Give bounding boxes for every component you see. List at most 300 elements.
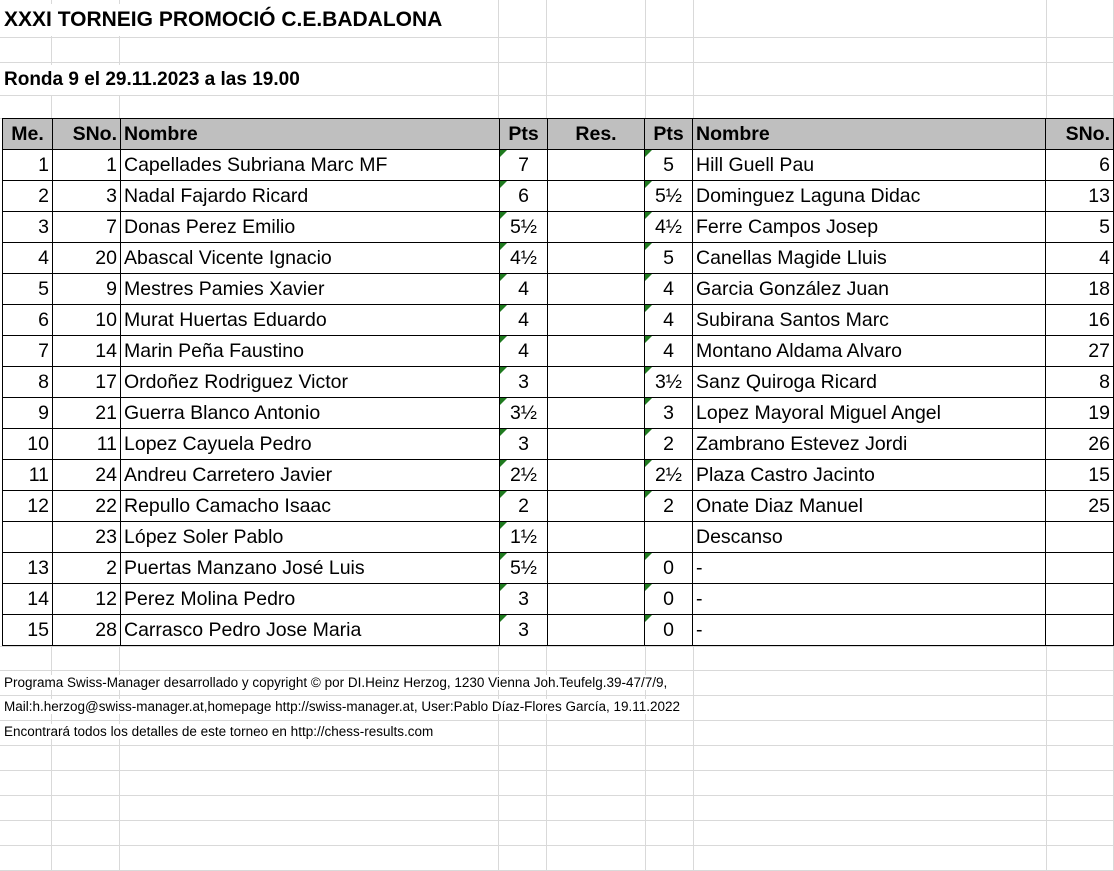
cell-text: 11 <box>96 433 117 455</box>
comment-indicator-icon <box>645 398 652 405</box>
cell-pts-black[interactable] <box>645 615 693 646</box>
cell-text: 12 <box>95 588 117 610</box>
header-name-black[interactable]: Nombre <box>693 119 1046 150</box>
cell-text: Dominguez Laguna Didac <box>696 185 921 207</box>
cell-name-black[interactable] <box>693 150 1046 181</box>
cell-name-black[interactable] <box>693 429 1046 460</box>
comment-indicator-icon <box>645 150 652 157</box>
cell-text: 7 <box>106 216 117 238</box>
cell-text: 1 <box>38 154 49 176</box>
cell-text: Onate Diaz Manuel <box>696 495 863 517</box>
cell-text: Descanso <box>696 526 783 548</box>
cell-result[interactable] <box>548 584 645 615</box>
cell-text: 3 <box>518 433 529 455</box>
cell-board[interactable] <box>3 181 53 212</box>
cell-text: 4 <box>663 340 674 362</box>
cell-sno-black[interactable] <box>1046 429 1114 460</box>
cell-text: Mestres Pamies Xavier <box>124 278 325 300</box>
cell-sno-white[interactable] <box>53 522 121 553</box>
cell-text: 9 <box>106 278 117 300</box>
grid-row-line <box>0 795 1114 796</box>
cell-pts-black[interactable] <box>645 212 693 243</box>
cell-sno-black[interactable] <box>1046 398 1114 429</box>
cell-text: Garcia González Juan <box>696 278 889 300</box>
cell-text: Subirana Santos Marc <box>696 309 889 331</box>
cell-text: Guerra Blanco Antonio <box>124 402 321 424</box>
footer-contact: Mail:h.herzog@swiss-manager.at,homepage http://swiss-manager.at, User:Pablo Díaz-Flores García, 19.11.2022 <box>4 699 683 714</box>
cell-text: 12 <box>27 495 49 517</box>
cell-sno-white[interactable] <box>53 336 121 367</box>
cell-pts-white[interactable] <box>500 212 548 243</box>
comment-indicator-icon <box>645 553 652 560</box>
cell-result[interactable] <box>548 429 645 460</box>
table-row <box>3 150 1114 181</box>
comment-indicator-icon <box>500 615 507 622</box>
cell-pts-white[interactable] <box>500 336 548 367</box>
header-sno-black[interactable]: SNo. <box>1046 119 1114 150</box>
cell-name-white[interactable] <box>121 553 500 584</box>
comment-indicator-icon <box>645 243 652 250</box>
tournament-title: XXXI TORNEIG PROMOCIÓ C.E.BADALONA <box>4 4 446 36</box>
cell-text: 10 <box>95 309 117 331</box>
grid-row-line <box>0 745 1114 746</box>
cell-pts-black[interactable] <box>645 460 693 491</box>
cell-pts-white[interactable] <box>500 491 548 522</box>
cell-name-white[interactable] <box>121 305 500 336</box>
cell-sno-black[interactable] <box>1046 522 1114 553</box>
cell-result[interactable] <box>548 615 645 646</box>
cell-text: Puertas Manzano José Luis <box>124 557 365 579</box>
cell-board[interactable] <box>3 584 53 615</box>
cell-text: 4 <box>518 309 529 331</box>
header-result[interactable]: Res. <box>548 119 645 150</box>
cell-board[interactable] <box>3 274 53 305</box>
cell-board[interactable] <box>3 398 53 429</box>
header-name-white[interactable]: Nombre <box>121 119 500 150</box>
cell-text: 3 <box>518 371 529 393</box>
cell-text: 5 <box>1099 216 1110 238</box>
comment-indicator-icon <box>645 212 652 219</box>
cell-text: 4 <box>663 309 674 331</box>
cell-board[interactable] <box>3 553 53 584</box>
cell-text: López Soler Pablo <box>124 526 284 548</box>
cell-board[interactable] <box>3 429 53 460</box>
cell-text: 4½ <box>509 247 538 269</box>
cell-pts-white[interactable] <box>500 553 548 584</box>
cell-pts-black[interactable] <box>645 274 693 305</box>
cell-text: Abascal Vicente Ignacio <box>124 247 332 269</box>
comment-indicator-icon <box>645 367 652 374</box>
cell-result[interactable] <box>548 398 645 429</box>
cell-text: 4 <box>518 340 529 362</box>
cell-pts-white[interactable] <box>500 305 548 336</box>
comment-indicator-icon <box>500 429 507 436</box>
cell-text: Carrasco Pedro Jose Maria <box>124 619 362 641</box>
cell-pts-black[interactable] <box>645 429 693 460</box>
pairings-table <box>2 118 1114 646</box>
cell-name-black[interactable] <box>693 243 1046 274</box>
grid-row-line <box>0 770 1114 771</box>
comment-indicator-icon <box>500 367 507 374</box>
cell-text: 22 <box>95 495 117 517</box>
cell-name-white[interactable] <box>121 212 500 243</box>
cell-sno-black[interactable] <box>1046 274 1114 305</box>
cell-name-white[interactable] <box>121 181 500 212</box>
cell-text: 20 <box>95 247 117 269</box>
cell-text: 6 <box>1099 154 1110 176</box>
cell-pts-black[interactable] <box>645 243 693 274</box>
cell-sno-black[interactable] <box>1046 584 1114 615</box>
table-row <box>3 274 1114 305</box>
table-row <box>3 336 1114 367</box>
cell-sno-black[interactable] <box>1046 615 1114 646</box>
cell-sno-white[interactable] <box>53 398 121 429</box>
cell-sno-black[interactable] <box>1046 491 1114 522</box>
cell-text: 3 <box>106 185 117 207</box>
comment-indicator-icon <box>645 336 652 343</box>
grid-row-line <box>0 646 1114 647</box>
cell-pts-black[interactable] <box>645 181 693 212</box>
cell-text: 3½ <box>509 402 538 424</box>
cell-pts-black[interactable] <box>645 305 693 336</box>
cell-sno-black[interactable] <box>1046 305 1114 336</box>
cell-result[interactable] <box>548 336 645 367</box>
comment-indicator-icon <box>500 181 507 188</box>
cell-text: 8 <box>1099 371 1110 393</box>
cell-name-white[interactable] <box>121 336 500 367</box>
cell-text: 0 <box>663 619 674 641</box>
cell-name-black[interactable] <box>693 398 1046 429</box>
table-row <box>3 243 1114 274</box>
cell-text: 5½ <box>509 557 538 579</box>
cell-pts-white[interactable] <box>500 274 548 305</box>
comment-indicator-icon <box>645 460 652 467</box>
cell-name-white[interactable] <box>121 150 500 181</box>
table-row <box>3 460 1114 491</box>
cell-sno-white[interactable] <box>53 212 121 243</box>
cell-pts-black[interactable] <box>645 150 693 181</box>
cell-pts-white[interactable] <box>500 429 548 460</box>
cell-text: Ferre Campos Josep <box>696 216 879 238</box>
cell-board[interactable] <box>3 491 53 522</box>
cell-text: - <box>696 588 703 610</box>
cell-sno-black[interactable] <box>1046 460 1114 491</box>
cell-name-white[interactable] <box>121 584 500 615</box>
cell-name-black[interactable] <box>693 460 1046 491</box>
cell-text: 0 <box>663 588 674 610</box>
comment-indicator-icon <box>645 584 652 591</box>
cell-text: 2 <box>663 495 674 517</box>
cell-name-black[interactable] <box>693 212 1046 243</box>
table-row <box>3 305 1114 336</box>
comment-indicator-icon <box>645 615 652 622</box>
cell-text: 0 <box>663 557 674 579</box>
cell-name-black[interactable] <box>693 522 1046 553</box>
cell-pts-black[interactable] <box>645 522 693 553</box>
cell-result[interactable] <box>548 243 645 274</box>
cell-pts-white[interactable] <box>500 460 548 491</box>
cell-text: 2 <box>663 433 674 455</box>
grid-row-line <box>0 720 1114 721</box>
cell-name-white[interactable] <box>121 429 500 460</box>
cell-sno-black[interactable] <box>1046 150 1114 181</box>
cell-text: 4 <box>518 278 529 300</box>
cell-text: - <box>696 619 703 641</box>
cell-pts-black[interactable] <box>645 553 693 584</box>
cell-text: 5½ <box>509 216 538 238</box>
cell-text: Montano Aldama Alvaro <box>696 340 902 362</box>
cell-sno-black[interactable] <box>1046 336 1114 367</box>
cell-pts-white[interactable] <box>500 181 548 212</box>
cell-result[interactable] <box>548 522 645 553</box>
table-row <box>3 212 1114 243</box>
cell-text: 2½ <box>654 464 683 486</box>
comment-indicator-icon <box>500 522 507 529</box>
comment-indicator-icon <box>500 243 507 250</box>
cell-sno-white[interactable] <box>53 491 121 522</box>
cell-name-white[interactable] <box>121 491 500 522</box>
cell-pts-white[interactable] <box>500 584 548 615</box>
table-row <box>3 615 1114 646</box>
header-row <box>3 119 1114 150</box>
cell-pts-white[interactable] <box>500 243 548 274</box>
cell-text: 4½ <box>654 216 683 238</box>
cell-sno-black[interactable] <box>1046 367 1114 398</box>
cell-text: 4 <box>663 278 674 300</box>
comment-indicator-icon <box>645 305 652 312</box>
cell-sno-white[interactable] <box>53 584 121 615</box>
cell-sno-white[interactable] <box>53 243 121 274</box>
table-row <box>3 398 1114 429</box>
cell-name-white[interactable] <box>121 460 500 491</box>
cell-text: Sanz Quiroga Ricard <box>696 371 878 393</box>
cell-sno-white[interactable] <box>53 181 121 212</box>
cell-name-black[interactable] <box>693 336 1046 367</box>
cell-text: 28 <box>95 619 117 641</box>
cell-sno-black[interactable] <box>1046 553 1114 584</box>
round-subtitle: Ronda 9 el 29.11.2023 a las 19.00 <box>4 65 304 95</box>
cell-pts-white[interactable] <box>500 615 548 646</box>
cell-text: 5 <box>663 154 674 176</box>
table-row <box>3 181 1114 212</box>
cell-text: 23 <box>95 526 117 548</box>
cell-pts-white[interactable] <box>500 522 548 553</box>
cell-name-black[interactable] <box>693 491 1046 522</box>
cell-text: 7 <box>518 154 529 176</box>
cell-text: 1 <box>106 154 117 176</box>
cell-result[interactable] <box>548 274 645 305</box>
grid-row-line <box>0 62 1114 63</box>
cell-sno-white[interactable] <box>53 460 121 491</box>
cell-text: 25 <box>1088 495 1110 517</box>
cell-text: 3 <box>38 216 49 238</box>
grid-row-line <box>0 95 1114 96</box>
cell-text: Repullo Camacho Isaac <box>124 495 332 517</box>
cell-text: 8 <box>38 371 49 393</box>
cell-text: 3 <box>663 402 674 424</box>
cell-sno-white[interactable] <box>53 305 121 336</box>
comment-indicator-icon <box>500 305 507 312</box>
cell-text: Murat Huertas Eduardo <box>124 309 327 331</box>
header-pts-black[interactable]: Pts <box>645 119 693 150</box>
cell-text: Nadal Fajardo Ricard <box>124 185 309 207</box>
cell-text: 11 <box>28 464 49 486</box>
cell-text: 2 <box>38 185 49 207</box>
cell-pts-black[interactable] <box>645 584 693 615</box>
cell-text: 17 <box>95 371 117 393</box>
cell-result[interactable] <box>548 150 645 181</box>
cell-pts-black[interactable] <box>645 491 693 522</box>
comment-indicator-icon <box>645 491 652 498</box>
cell-text: 9 <box>38 402 49 424</box>
footer-details-link: Encontrará todos los detalles de este torneo en http://chess-results.com <box>4 724 436 739</box>
cell-board[interactable] <box>3 212 53 243</box>
cell-pts-white[interactable] <box>500 150 548 181</box>
cell-result[interactable] <box>548 181 645 212</box>
cell-board[interactable] <box>3 615 53 646</box>
cell-name-black[interactable] <box>693 305 1046 336</box>
cell-board[interactable] <box>3 460 53 491</box>
cell-name-white[interactable] <box>121 398 500 429</box>
cell-text: 3 <box>518 588 529 610</box>
comment-indicator-icon <box>645 181 652 188</box>
cell-text: 10 <box>27 433 49 455</box>
cell-text: Lopez Cayuela Pedro <box>124 433 312 455</box>
cell-text: Marin Peña Faustino <box>124 340 304 362</box>
cell-board[interactable] <box>3 522 53 553</box>
cell-pts-white[interactable] <box>500 398 548 429</box>
cell-text: 4 <box>38 247 49 269</box>
cell-name-black[interactable] <box>693 615 1046 646</box>
table-row <box>3 522 1114 553</box>
cell-sno-white[interactable] <box>53 429 121 460</box>
cell-text: 26 <box>1088 433 1110 455</box>
cell-name-black[interactable] <box>693 274 1046 305</box>
cell-name-black[interactable] <box>693 584 1046 615</box>
cell-sno-white[interactable] <box>53 367 121 398</box>
cell-text: Canellas Magide Lluis <box>696 247 887 269</box>
cell-text: 6 <box>518 185 529 207</box>
cell-text: Donas Perez Emilio <box>124 216 296 238</box>
cell-board[interactable] <box>3 150 53 181</box>
cell-sno-black[interactable] <box>1046 181 1114 212</box>
header-sno-white[interactable]: SNo. <box>53 119 121 150</box>
cell-text: Zambrano Estevez Jordi <box>696 433 908 455</box>
comment-indicator-icon <box>645 274 652 281</box>
cell-text: 6 <box>38 309 49 331</box>
cell-text: 5½ <box>654 185 683 207</box>
cell-sno-black[interactable] <box>1046 243 1114 274</box>
header-pts-white[interactable]: Pts <box>500 119 548 150</box>
cell-result[interactable] <box>548 491 645 522</box>
cell-text: 7 <box>38 340 49 362</box>
comment-indicator-icon <box>500 491 507 498</box>
table-row <box>3 584 1114 615</box>
cell-result[interactable] <box>548 305 645 336</box>
comment-indicator-icon <box>500 460 507 467</box>
cell-text: 27 <box>1088 340 1110 362</box>
cell-name-white[interactable] <box>121 367 500 398</box>
cell-sno-white[interactable] <box>53 150 121 181</box>
grid-row-line <box>0 695 1114 696</box>
comment-indicator-icon <box>645 429 652 436</box>
cell-name-black[interactable] <box>693 367 1046 398</box>
cell-text: 1½ <box>509 526 538 548</box>
cell-text: Capellades Subriana Marc MF <box>124 154 388 176</box>
cell-sno-white[interactable] <box>53 553 121 584</box>
cell-text: 3½ <box>654 371 683 393</box>
cell-text: 24 <box>95 464 117 486</box>
cell-result[interactable] <box>548 553 645 584</box>
table-row <box>3 367 1114 398</box>
comment-indicator-icon <box>500 553 507 560</box>
cell-name-black[interactable] <box>693 181 1046 212</box>
cell-text: 5 <box>663 247 674 269</box>
cell-sno-white[interactable] <box>53 615 121 646</box>
cell-sno-white[interactable] <box>53 274 121 305</box>
grid-row-line <box>0 37 1114 38</box>
cell-sno-black[interactable] <box>1046 212 1114 243</box>
cell-result[interactable] <box>548 367 645 398</box>
cell-text: 2½ <box>509 464 538 486</box>
cell-pts-black[interactable] <box>645 336 693 367</box>
cell-text: Andreu Carretero Javier <box>124 464 333 486</box>
comment-indicator-icon <box>500 398 507 405</box>
cell-board[interactable] <box>3 305 53 336</box>
cell-name-black[interactable] <box>693 553 1046 584</box>
cell-text: 13 <box>1088 185 1110 207</box>
cell-name-white[interactable] <box>121 615 500 646</box>
cell-board[interactable] <box>3 336 53 367</box>
cell-pts-black[interactable] <box>645 367 693 398</box>
cell-text: Lopez Mayoral Miguel Angel <box>696 402 941 424</box>
comment-indicator-icon <box>500 274 507 281</box>
cell-text: 14 <box>27 588 49 610</box>
comment-indicator-icon <box>500 584 507 591</box>
header-board[interactable]: Me. <box>3 119 53 150</box>
cell-pts-black[interactable] <box>645 398 693 429</box>
cell-board[interactable] <box>3 243 53 274</box>
grid-row-line <box>0 670 1114 671</box>
pairings-body <box>3 150 1114 646</box>
cell-name-white[interactable] <box>121 274 500 305</box>
cell-board[interactable] <box>3 367 53 398</box>
comment-indicator-icon <box>500 212 507 219</box>
table-row <box>3 491 1114 522</box>
cell-pts-white[interactable] <box>500 367 548 398</box>
cell-name-white[interactable] <box>121 522 500 553</box>
cell-text: 5 <box>38 278 49 300</box>
cell-text: 2 <box>106 557 117 579</box>
cell-text: Plaza Castro Jacinto <box>696 464 875 486</box>
cell-text: 15 <box>1088 464 1110 486</box>
grid-row-line <box>0 820 1114 821</box>
comment-indicator-icon <box>500 150 507 157</box>
cell-name-white[interactable] <box>121 243 500 274</box>
comment-indicator-icon <box>500 336 507 343</box>
cell-text: Hill Guell Pau <box>696 154 815 176</box>
cell-text: 21 <box>95 402 117 424</box>
cell-result[interactable] <box>548 212 645 243</box>
cell-text: Perez Molina Pedro <box>124 588 296 610</box>
cell-text: 19 <box>1088 402 1110 424</box>
cell-result[interactable] <box>548 460 645 491</box>
cell-text: 15 <box>27 619 49 641</box>
table-row <box>3 553 1114 584</box>
cell-text: 3 <box>518 619 529 641</box>
table-row <box>3 429 1114 460</box>
cell-text: - <box>696 557 703 579</box>
